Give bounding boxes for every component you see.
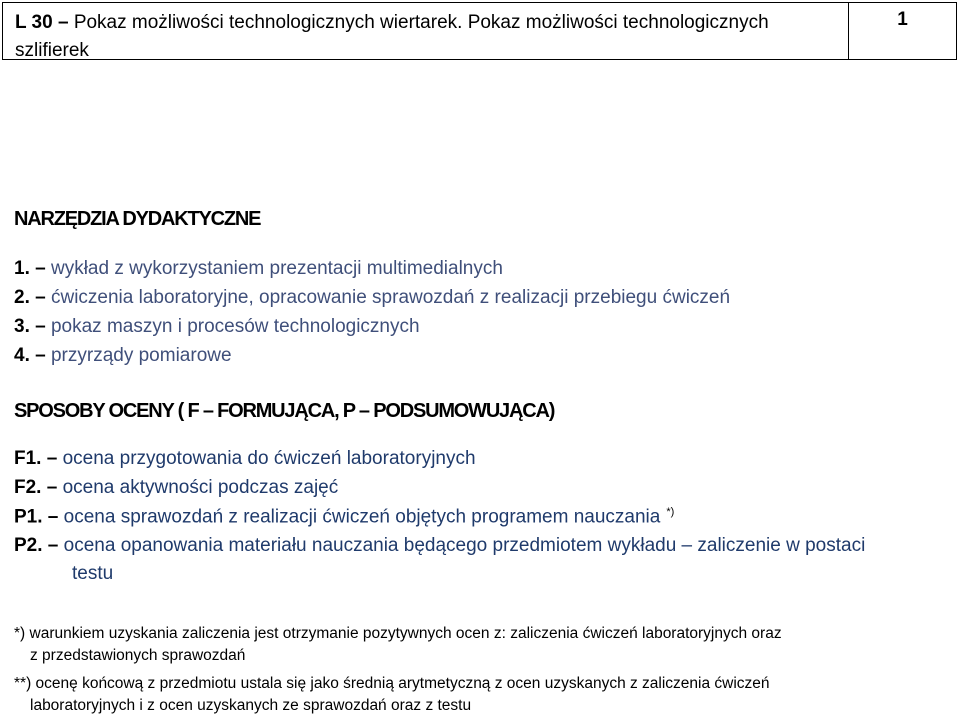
tool-item: 3. – pokaz maszyn i procesów technologicznych	[14, 316, 420, 337]
lesson-title-cell	[3, 3, 849, 59]
tool-item: 2. – ćwiczenia laboratoryjne, opracowanie sprawozdań z realizacji przebiegu ćwiczeń	[14, 287, 731, 308]
footnote: **) ocenę końcową z przedmiotu ustala się jako średnią arytmetyczną z ocen uzyskanych z zaliczenia ćwiczeń laboratoryjnych i z ocen uzyskanych ze sprawozdań oraz z testu	[14, 675, 770, 714]
assessment-item: P2. – ocena opanowania materiału nauczania będącego przedmiotem wykładu – zaliczenie w postaci	[14, 535, 866, 556]
page-number: 1	[897, 9, 908, 30]
lesson-title-cont: szlifierek	[15, 40, 89, 61]
footnote-marker: *)	[666, 506, 675, 518]
assessment-item-cont: testu	[72, 563, 114, 584]
lesson-title: Pokaz możliwości technologicznych wiertarek. Pokaz możliwości technologicznych	[73, 12, 769, 33]
tools-heading: NARZĘDZIA DYDAKTYCZNE	[14, 208, 261, 230]
tool-item: 1. – wykład z wykorzystaniem prezentacji multimedialnych	[14, 258, 503, 279]
header-table	[2, 2, 957, 60]
footnote: *) warunkiem uzyskania zaliczenia jest otrzymanie pozytywnych ocen z: zaliczenia ćwiczeń laboratoryjnych oraz z przedstawionych sprawozdań	[14, 625, 782, 664]
assessment-heading: SPOSOBY OCENY ( F – FORMUJĄCA, P – PODSUMOWUJĄCA)	[14, 400, 555, 422]
assessment-item: F2. – ocena aktywności podczas zajęć	[14, 477, 339, 498]
lesson-code: L 30 –	[15, 12, 69, 33]
assessment-item: F1. – ocena przygotowania do ćwiczeń laboratoryjnych	[14, 448, 476, 469]
tool-item: 4. – przyrządy pomiarowe	[14, 345, 232, 366]
assessment-item: P1. – ocena sprawozdań z realizacji ćwiczeń objętych programem nauczania *)	[14, 506, 675, 528]
